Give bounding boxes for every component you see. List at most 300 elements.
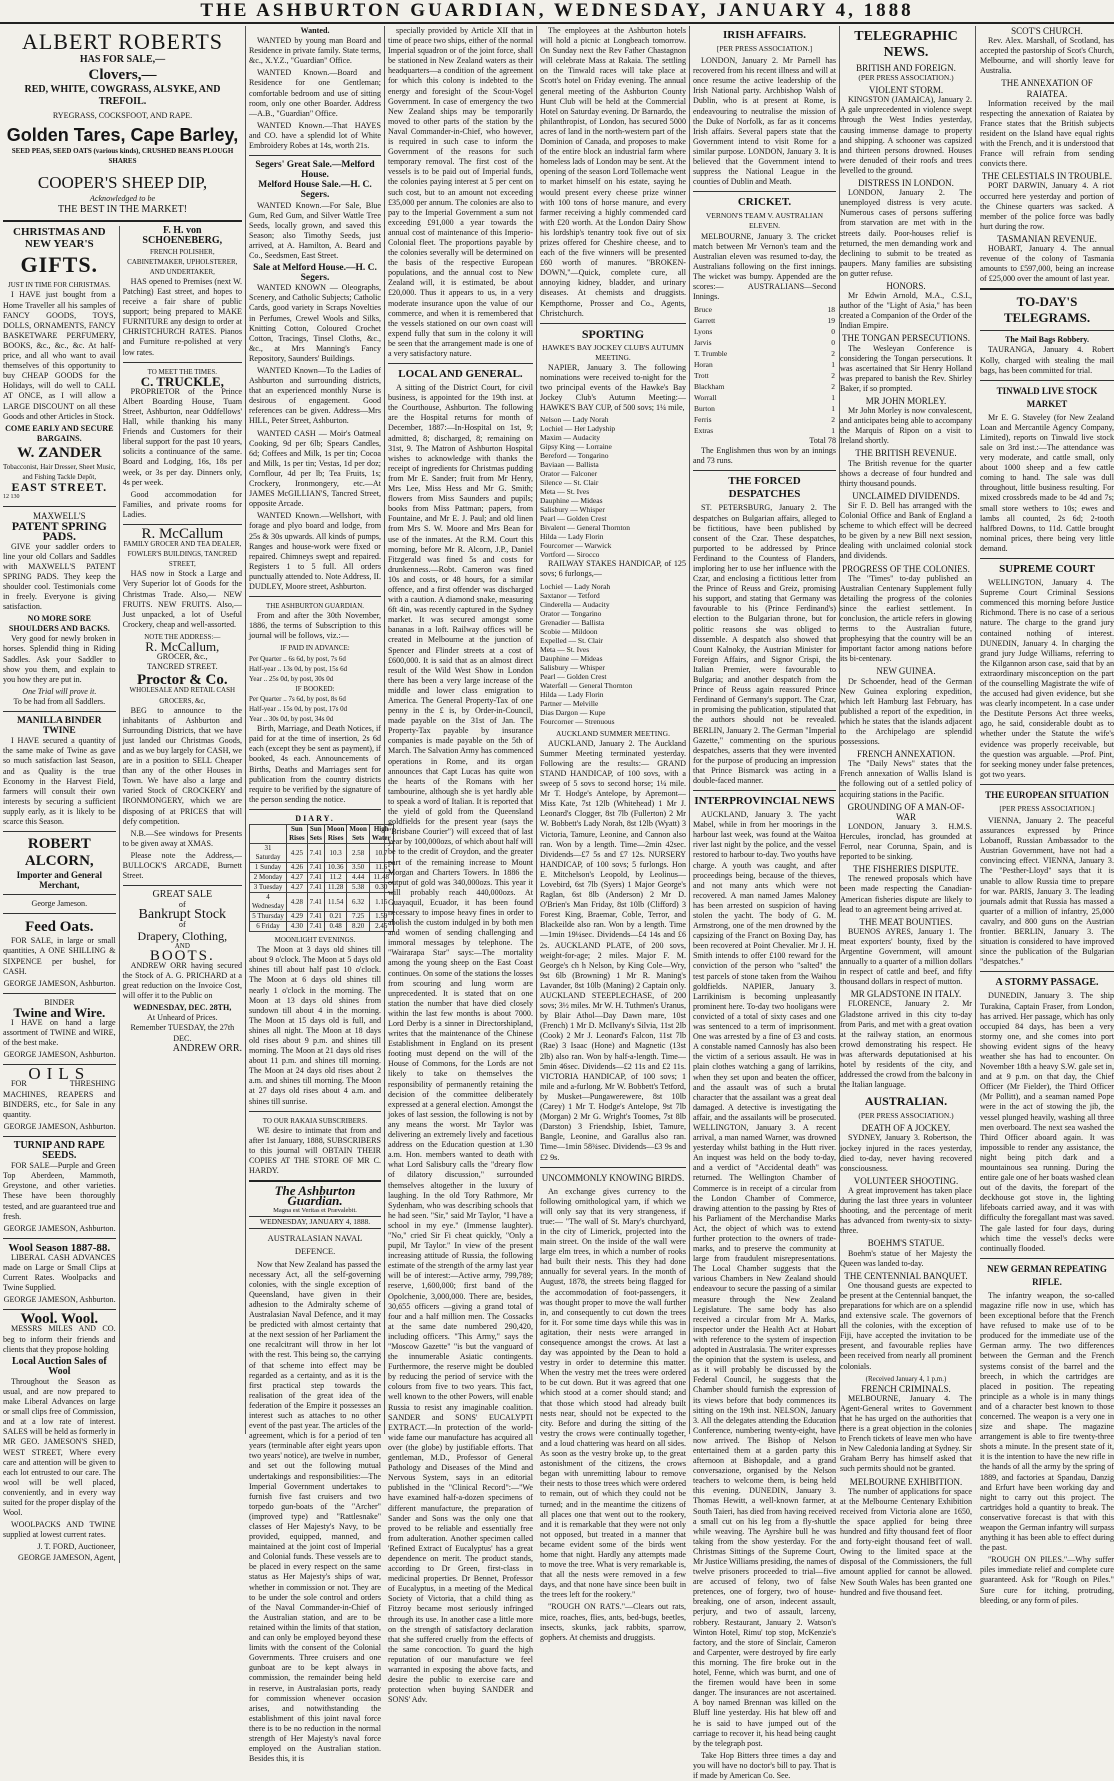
cricket-score-row: [693, 381, 836, 392]
diary-cell: 10.36: [324, 863, 347, 873]
cricket-player: Garrett: [694, 316, 716, 326]
raiatea-head: THE ANNEXATION OF RAIATEA.: [1001, 78, 1093, 99]
subs-paid: IF PAID IN ADVANCE:: [280, 644, 350, 653]
column-2-wanted: [246, 26, 391, 1764]
diary-cell: 0.30: [369, 883, 393, 893]
aus-head: AUSTRALIAN.: [864, 1094, 948, 1109]
subs-head: THE ASHBURTON GUARDIAN.: [265, 602, 365, 611]
sporting-head: SPORTING: [581, 326, 645, 341]
ad-seed-list: SEED PEAS, SEED OATS (various kinds), CRUSHED BEANS PLOUGH SHARES: [11, 147, 234, 166]
grounding-head: GROUNDING OF A MAN-OF-WAR: [847, 801, 965, 822]
divider: [3, 913, 116, 914]
ad-zander-street: EAST STREET.: [11, 480, 108, 495]
ad-schoeneberg-sub: FRENCH POLISHER, CABINETMAKER, UPHOLSTERER, AND UNDERTAKER,: [127, 247, 238, 276]
ad-xmas-sub: JUST IN TIME FOR CHRISTMAS.: [7, 281, 111, 290]
divider: [980, 330, 1114, 331]
french-head: FRENCH ANNEXATION.: [856, 749, 955, 760]
diary-cell: 4.26: [287, 863, 308, 873]
cricket-player: Jarvis: [694, 338, 712, 348]
subs-booked: IF BOOKED:: [295, 684, 335, 693]
ad-wool-sign: GEORGE JAMESON, Ashburton.: [3, 1295, 116, 1305]
ad-clovers-list: RED, WHITE, COWGRASS, ALSYKE, AND TREFOIL.: [24, 84, 221, 107]
ad-bankrupt-stock: Bankrupt Stock: [138, 907, 227, 923]
interp-head: INTERPROVINCIAL NEWS: [694, 795, 835, 808]
guardian-motto: Magna est Veritas et Prævalebit.: [273, 1207, 357, 1215]
diary-cell: 10.7: [369, 844, 393, 863]
fcrim-body: MELBOURNE, January 4. The Agent-General writes to Government that he has urged on the authorities that there is a great objection in the colonies to French tickets of leave men who have in New Caledonia landing at Sydney. Sir Graham Berry has himself asked that such permits should not be granted.: [840, 1393, 972, 1474]
diary-cell: 7.41: [307, 912, 324, 922]
revenue-head: THE BRITISH REVENUE.: [855, 448, 957, 459]
celest-head: THE CELESTIALS IN TROUBLE.: [981, 171, 1113, 182]
column-6-telegraphic: [840, 26, 1114, 1605]
divider: [693, 191, 836, 192]
guardian-title: The Ashburton Guardian.: [274, 1183, 356, 1209]
masthead: THE ASHBURTON GUARDIAN, WEDNESDAY, JANUARY 4, 1888: [0, 0, 1114, 24]
wanted-top: Wanted.: [300, 26, 330, 35]
cricket-score-row: [693, 315, 836, 326]
naval-body: Now that New Zealand has passed the necessary Act, all the self-governing colonies, with the single exception of Queensland, have given in their adhesion to the Admiralty scheme of Australasian Naval Defence, and it may be predicted with almost certainty that at the next session of her Parliament the one recalcitrant will throw in her lot with the rest. This being so, the carrying of that scheme into effect may be regarded as a certainty, and as it is the first practical step towards the realisation of the great idea of the federation of the Empire it possesses an interest such as attaches to no other event of the past year. The articles of the agreement, which is for a period of ten years (terminable after eight years upon two years' notice), are twelve in number, and set out the following mutual undertakings and responsibilities:—The Imperial Government undertakes to furnish five fast cruisers and two torpedo gun-boats of the "Archer" (improved type) and "Rattlesnake" classes of Her Majesty's Navy, to be provided, equipped, manned, and maintained at the joint cost of Imperial and Colonial funds. These vessels are to be placed in every respect on the same status as Her Majesty's ships of war, whether in commission or not. They are to be under the sole control and orders of the Naval Commander-in-Chief of the Australian station, and are to be retained within the limits of that station, and can only be employed beyond these limits with the consent of the Colonial Governments. Three cruisers and one gunboat are to be kept always in commission, the remainder being held in reserve, in Australasian ports, ready for commission whenever occasion arises, and notwithstanding the establishment of this joint naval force there is to be no reduction in the normal strength of Her Majesty's naval force employed on the Australian station. Besides this, it is: [249, 1259, 381, 1764]
segers-2: Sale at Melford House.—H. C. Segers.: [253, 263, 377, 284]
cricket-player: Worrall: [694, 393, 717, 403]
cricket-runs: 2: [831, 349, 835, 359]
cricket-score-row: [693, 326, 836, 337]
ad-turnip-title: TURNIP AND RAPE SEEDS.: [13, 1139, 105, 1162]
ad-maxwell-a: MAXWELL'S: [32, 511, 86, 522]
ad-truckle-name: C. TRUCKLE,: [140, 373, 224, 389]
divider: [249, 596, 381, 597]
cricket-runs: 2: [831, 371, 835, 381]
ad-proctor-name: Proctor & Co.: [136, 672, 228, 689]
jockey-body: SYDNEY, January 3. Robertson, the jockey injured in the races yesterday, died to-day, never having recovered consciousness.: [840, 1133, 972, 1173]
diary-cell: 1.15: [369, 893, 393, 912]
divider: [3, 894, 116, 895]
ad-coopers-dip: COOPER'S SHEEP DIP,: [37, 173, 208, 193]
divider: [980, 380, 1114, 381]
cricket-runs: 1: [831, 360, 835, 370]
tas-body: HOBART, January 4. The annual revenue of the colony of Tasmania amounts to £597,000, being an increase of £25,000 over the amount of last year.: [980, 243, 1114, 284]
auckland-body: AUCKLAND, January 2. The Auckland Summer Meeting terminated yesterday. Following are the results:— GRAND STAND HANDICAP, of 100 sovs, with a sweep of 5 sovs to second horse; 1¼ mile. Mr T. Hodge's Antelope, by Apremont—Miss Kate, 7st 12lb (Whitehead) 1 Mr J. Leonard's Clogger, 8st 7lb (Fullerton) 2 Mr W. Bobbett's Lady Norah, 8st 12lb (Wyatt) 3 Victoria, Tamure, Leonine, and Cannon also ran. Won by a length. Time—2min 42sec. Dividends—£7 5s and £7 12s. NURSERY HANDICAP, of 100 sovs; 5 furlongs. Hon E. Mitchelson's Leopold, by Leolinus—Lovebird, 6st 7lb (Syers) 1 Major George's Raglan, 6st 8lb (Anderson) 2 Mr D. O'Brien's Man Friday, 8st 10lb (Clifford) 3 Forest King, Braemar, Coble, Terror, and Blackeilde also ran. Won by a length. Time—1min 19¼sec. Dividends—£4 14s and £6 2s. AUCKLAND PLATE, of 200 sovs, weight-for-age; 2 miles. Major F. M. George's ch h Nelson, by King Cole—Wry, 9st 6lb (Browning) 1 Mr R. Maning's Lavander, 8st 10lb (Maning) 2 Captain only. AUCKLAND STEEPLECHASE, of 200 sovs; 3½ miles. Mr W. H. Tuthmen's Uranus, by Blair Athol—Day Dawn mare, 10st (French) 1 Mr D. McIlvany's Silvia, 11st 2lb (Cook) 2 Mr J. Leonard's Falcon, 11st 7lb (Rae) 3 Isaac (Hone) and Magnetic (13st 2lb) also ran. Won by half-a-length. Time—5min 46sec. Dividends—£2 11s and £2 11s. VICTORIA HANDICAP, of 100 sovs; 1 mile and a-furlong. Mr W. Bobbett's Tetford, by Musket—Pungawerewere, 8st 10lb (Carey) 1 Mr T. Hodge's Antelope, 9st 7lb (Morgan) 2 Mr G. Wright's Toomes, 7st 8lb (Darston) 3 Friendship, Isbiet, Tamure, Bangle, Leonine, and Garallus also ran. Time—1min 58¾sec. Dividends—£3 9s and £2 9s.: [540, 738, 686, 1162]
wanted-5: WANTED KNOWN — Oleographs, Scenery, and Catholic Subjects; Catholic Cards, good variety in Scraps Novelties in Perfumes, Crewel Wools and Silks, Knitting Cotton, Coloured Crochet Cotton, Tracings, Tinsel Cloths, &c., &c., at Mrs Manning's Fancy Repository, Saunders' Buildings.: [249, 283, 381, 363]
ad-proctor-addr: Please note the Address,— BULLOCK'S ARCADE, Burnett Street.: [122, 850, 242, 881]
diary-cell: 11.6: [369, 863, 393, 873]
ad-maxwell-body: GIVE your saddler orders to line your old Collars and Saddles with MAXWELL'S PATENT SPRING PADS. They keep the shoulder cool. Testimonials come in freely. Everyone is giving satisfaction.: [3, 541, 116, 612]
vol-head: VOLUNTEER SHOOTING.: [853, 1175, 959, 1186]
diary-cell: 7.41: [307, 922, 324, 932]
ad-dip-best: THE BEST IN THE MARKET!: [57, 204, 188, 216]
segers-sub: Melford House Sale.—H. C. Segers.: [258, 180, 372, 201]
diary-row: [250, 922, 394, 932]
divider: [123, 362, 242, 363]
naval-cont: specially provided by Article XII that in time of peace two ships, either of the normal Imperial squadron or of the joint force, shall be stationed in New Zealand waters as their headquarters—a condition of the agreement for which this colony is indebted to the energy and foresight of the Scout-Vogel Government. In case of emergency the two New Zealand ships may be temporarily moved to other parts of the station by the Naval Commander-in-Chief, who however, is required in such case to inform the Government of the reasons for such temporary removal. The first cost of the vessels is to be paid out of Imperial funds, the colonies paying interest at 5 per cent on such cost, but to an amount not exceeding £35,000 per annum. The colonies are also to pay to the Imperial Government a sum not exceeding £91,000 a year towards the annual cost of maintenance of this Imperio-Colonial fleet. The proportions payable by the colonies severally will be determined on the basis of the respective European populations, and the annual cost to New Zealand will, it is estimated, be about £20,000. Thus it appears to us, in a very moderate insurance upon the value of our commerce, and when it is remembered that the vessels stationed on our own coast will expend fully that sum in the colony it will be seen that the arrangement made is one of a very satisfactory nature.: [388, 26, 533, 358]
diary-cell: 3.50: [347, 863, 370, 873]
ad-oils-title: OILS: [28, 1064, 91, 1084]
subs-body: From and after the 30th November, 1886, the terms of Subscription to this journal will be follows, viz.:—: [249, 611, 381, 641]
cricket-score-row: [693, 403, 836, 414]
cricket-runs: 18: [827, 305, 835, 315]
diary-header-cell: Sun Sets: [307, 825, 324, 844]
ad-has-for-sale: HAS FOR SALE,—: [79, 54, 166, 65]
divider: [980, 784, 1114, 785]
cricket-player: Trott: [694, 371, 709, 381]
birds-head: UNCOMMONLY KNOWING BIRDS.: [541, 1172, 685, 1183]
subs-rate-2: Half-year .. 13s 0d, by post, 15s 6d: [249, 664, 348, 673]
diary-table: [249, 824, 394, 932]
col5-top: The employees at the Ashburton hotels will hold a picnic at Longbeach tomorrow. On Sunday next the Rev Father Chastagnon will celebrate Mass at Rakaia. The settling on the Tinwald races will take place at Scott's hotel on Friday evening. The annual general meeting of the Ashburton County Hunt Club will be held at the Commercial Hotel on Saturday evening. Dr Barnardo, the philanthropist, of London, has secured 5000 acres of land in the north-western part of the Dominion of Canada, and proposes to make of the entire block an industrial farm where homeless lads of London may be sent. At the opening of the season Lord Tollemache went to market himself on his estate, saying he would present every cheese prize winner with 100 tons of horse manure, and every farmer receiving a highly commended card with £20 worth. At the London Dairy Show his lordship's tenantry took five out of six prizes offered for Cheshire cheese, and to each of the five winners will be presented £60 worth of manures. "BROKEN-DOWN,"—Quick, complete cure, all annoying kidney, bladder, and urinary diseases. At chemists and druggists. Kempthorne, Prosser and Co., Agents, Christchurch.: [540, 26, 686, 318]
ad-jameson-name: George Jameson.: [31, 899, 88, 909]
column-1-advertisements: [0, 26, 246, 1562]
column-3-leader: [385, 26, 537, 1705]
diary-cell: 5 Thursday: [250, 912, 287, 922]
ad-binder-title: Twine and Wire.: [13, 1004, 106, 1020]
ad-dip-sub: Acknowledged to be: [89, 194, 156, 204]
mail-body: TAURANGA, January 4. Robert Kolly, charged with stealing the mail bags, has been committed for trial.: [980, 345, 1114, 375]
diary-header-cell: Moon Rises: [324, 825, 347, 844]
diary-cell: 1.59: [369, 912, 393, 922]
divider: [980, 288, 1114, 290]
stormy-head: A STORMY PASSAGE.: [995, 977, 1099, 989]
ad-wool2-packs: WOOLPACKS AND TWINE supplied at lowest current rates.: [3, 1520, 116, 1540]
irish-body: LONDON, January 2. Mr Parnell has recovered from his recent illness and will at once resume the active leadership of the Irish National party. Archbishop Walsh of Dublin, who is at present at Rome, is endeavouring to neutralise the mission of the Duke of Norfolk, as far as it concerns Irish affairs. Several papers state that the Government intend to visit Rome for a similar purpose. LONDON, January 3. It is believed that the Government intend to suppress the National League in the counties of Dublin and Meath.: [693, 56, 836, 187]
rifle-body: The infantry weapon, the so-called magazine rifle now in use, which has been exceptional before that the French have refused to make use of to be produced for the immediate use of the German army. The two differences between the German and the French systems consist of the barrel and the breech, in which the cartridges are placed in position. The repeating principle as a whole is in many things and of a character best known to those concerned. The weapon is a very one in size and shape. The magazine arrangement is able to fire twenty-three shots a minute. In the present state of it, it is the intention to have the new rifle in the hands of all the army by the spring of 1889, and factories at Spandau, Danzig and Erfurt have been working day and night to carry out this project. The cartridges hold a quantity to break. The conservative forecast is that with this weapon the German infantry will surpass anything it has been able to effect during the past.: [980, 1290, 1114, 1553]
forced-body: ST. PETERSBURG, January 2. The despatches on Bulgarian affairs, alleged to be fictitious, have been published by consent of the Czar. These despatches, purported to be addressed by Prince Ferdinand to the Countess of Flanders, imploring her to use her influence with the Czar, and enclosing a fictitious letter from the Prince of Reuss and Greiz, promising his support, and stating that Germany was favourable to his (Prince Ferdinand's) election to the Bulgarian throne, but for politic reasons she was obliged to dissemble. A despatch also showed that Count Kalnoky, the Austrian Minister for Foreign Affairs, and Signor Crispi, the Italian Premier, were favourable to Bulgaria; and another despatch from the Prince of Reuss again reassured Prince Ferdinand of Germany's support. The Czar, in promising the publication, stipulated that the authors should not be revealed. BERLIN, January 2. The German "Imperial Gazette," commenting on the spurious despatches, asserts that they were invented for the purpose of producing an impression that Prince Bismarck was acting in a double-faced manner.: [693, 503, 836, 785]
divider: [123, 885, 242, 886]
ad-ryegrass: RYEGRASS, COCKSFOOT, AND RAPE.: [52, 111, 193, 120]
subs-rate-4: Per Quarter .. 7s 6d, by post, 8s 6d: [249, 694, 346, 703]
scots-body: Rev. Alex. Marshall, of Scotland, has accepted the pastorship of Scot's Church, Melbourne, and will shortly leave for Australia.: [980, 36, 1114, 76]
guinea-head: NEW GUINEA.: [876, 666, 936, 677]
divider: [693, 790, 836, 791]
rough-on-piles: "ROUGH ON PILES."—Why suffer piles immediate relief and complete cure guaranteed. Ask for "Rough on Piles." Sure cure for itching, protruding, bleeding, or any form of piles.: [980, 1555, 1114, 1605]
hawkes-head: HAWKE'S BAY JOCKEY CLUB'S AUTUMN MEETING.: [542, 342, 684, 362]
diary-title: DIARY.: [295, 813, 335, 823]
diary-row: [250, 883, 394, 893]
ad-wool-title: Wool Season 1887-88.: [8, 1241, 111, 1254]
segers-title: Segers' Great Sale.—Melford House.: [255, 160, 375, 181]
hawkes-intro: NAPIER, January 3. The following nominations were received to-night for the two principal events of the Hawke's Bay Jockey Club's Autumn Meeting:— HAWKE'S BAY CUP, of 500 sovs; 1¼ mile,: [540, 362, 686, 413]
column-4-sporting: [537, 26, 690, 1642]
ad-zander-name: W. ZANDER: [17, 444, 102, 461]
diary-cell: 5.38: [347, 883, 370, 893]
cricket-total-label: Total: [809, 436, 828, 446]
divider: [3, 1136, 116, 1137]
diary-cell: 7.41: [307, 883, 324, 893]
divider: [249, 155, 381, 156]
cricket-body: MELBOURNE, January 3. The cricket match between Mr Vernon's team and the Australian eleven was resumed to-day, the Australians following on the first innings. The wicket was bumpy. Appended are the scores:— AUSTRALIANS—Second Innings.: [693, 231, 836, 302]
ad-maxwell-b: PATENT SPRING PADS.: [11, 519, 107, 544]
cricket-player: Ferris: [694, 415, 712, 425]
ad-mccallum-st: TANCRED STREET.: [146, 662, 218, 672]
diary-cell: 4.44: [347, 873, 370, 883]
honors-head: HONORS.: [886, 280, 926, 291]
ad-great-sale: GREAT SALE: [152, 889, 213, 901]
vol-body: A great improvement has taken place during the last three years in volunteer shooting, and the percentage of merit has advanced from twenty-six to sixty-three.: [840, 1185, 972, 1236]
divider: [980, 971, 1114, 972]
ad-schoeneberg-body: HAS opened to Premises (next W. Patching) East street, and hopes to receive a fair share of public support; being prepared to MAKE FURNITURE any design to order at CHRISTCHURCH RATES. Pianos and Furniture re-polished at very low rates.: [122, 276, 242, 357]
diary-cell: 11.54: [324, 893, 347, 912]
tongan-body: The Wesleyan Conference is considering the Tongan persecutions. It was ascertained that Sir Henry Holland was prepared to banish the Rev. Shirley Baker, if so prompted.: [840, 343, 972, 393]
mexh-body: The number of applications for space at the Melbourne Centenary Exhibition received from Victoria alone are 1650, the space applied for being three hundred and fifty thousand feet of floor and forty-eight thousand feet of wall. Owing to the limited space at the disposal of the Commissioners, the full amount applied for cannot be allowed. New South Wales has been granted one hundred and five thousand feet.: [840, 1486, 972, 1597]
ad-albert-roberts-name: ALBERT ROBERTS: [21, 29, 224, 54]
ad-mccallum-grocer: GROCER, &c.,: [156, 652, 208, 662]
progress-head: PROGRESS OF THE COLONIES.: [842, 563, 970, 574]
fish-body: The renewed proposals which have been made respecting the Canadian-American fisheries dispute are likely to lead to an agreement being arrived at.: [840, 874, 972, 914]
diary-cell: 4.25: [287, 844, 308, 863]
diary-cell: 4.30: [287, 922, 308, 932]
divider: [540, 1167, 686, 1168]
hawkes-list-2: Lochiel — Lady Norah Saxtanor — Tetford Cinderella — Audacity Orator — Tongarino Grenadier — Ballista Scobie — Mildoon Expelled — St. Clair Meta — St. Ives Dauphine — Mideas Salisbury — Whisper Pearl — Golden Crest Waterfall — General Thornton Hilda — Lady Florin Partner — Melville Dias Dargon — Kupe Fourcorner — Strenuous: [540, 581, 633, 726]
cricket-runs: 19: [827, 316, 835, 326]
unclaimed-body: Sir F. D. Bell has arranged with the Colonial Office and Bank of England a scheme to which effect will be decreed to be given by a new Bill next session, dealing with unclaimed colonial stock and dividends.: [840, 500, 972, 561]
revenue-body: The British revenue for the quarter shows a decrease of four hundred and thirty thousand pounds.: [840, 458, 972, 488]
morley-head: MR JOHN MORLEY.: [865, 396, 947, 406]
euro-body: VIENNA, January 2. The peaceful assurances expressed by Prince Lobanoff, Russian Ambassador to the Austrian Government, have not had a convincing effect. VIENNA, January 3. The "Pesther-Lloyd" says that it is unable to allow Russia time to prepare for war. PARIS, January 3. The leading journals admit that Russia has massed a quarter of a million of infantry, 25,000 cavalry, and 800 guns on the Austrian frontier. BERLIN, January 3. The situation is considered to have improved since the publication of the Bulgarian "despatches.": [980, 816, 1114, 967]
tongan-head: THE TONGAN PERSECUTIONS.: [842, 333, 970, 344]
divider: [980, 558, 1114, 559]
divider: [249, 1180, 381, 1182]
diary-cell: 4.29: [287, 912, 308, 922]
ad-oils-sign: GEORGE JAMESON, Ashburton.: [3, 1121, 116, 1131]
supreme-body: WELLINGTON, January 4. The Supreme Court Criminal Sessions commenced this morning before Justice Richmond. There is no case of a serious nature. The charge to the grand jury contained nothing of interest. DUNEDIN, January 4. In charging the grand jury Judge Williams, referring to the Kilgannon arson case, said that by an extraordinary misconception on the part of the counselling Magistrate the wife of the accused had given evidence, but she was clearly incompetent. In a case under the Destitute Persons Act three weeks, ago, he said, considerable doubt as to whether under the Statute the wife's evidence was properly receivable, but the question was arguable. —Prof. Pint, for seeking money under false pretences, got two years.: [980, 578, 1114, 779]
column-6-right: [976, 26, 1114, 1605]
divider: [3, 711, 116, 712]
interp-body: AUCKLAND, January 3. The yacht Mabel, while in from her moorings in the harbour last week, was found at the Waitoa river last night by the police, and the vessel restored to harbour to-day. Two youths have charge. A youth was caught, and after proceedings being, because of the thieves, and not many ants which were not recovered. A man named James Maloney has been arrested on suspicion of having stolen the yacht. The body of G. M. Armstrong, one of the men drowned by the capsizing of the Franct on Boxing Day, has been recovered at Point Chevalier. Mr J. H. Smith intends to offer £100 reward for the conviction of the person who "salted" the test parcels of stone taken from the Waihou goldfields. NAPIER, January 3. Larrikinism is becoming unpleasantly prominent here. To-day two hooligans were convicted of a total of sixty cases and one was sentenced to a term of imprisonment. One was arrested by a fine of £3 and costs. A constable named Cannosly has also been the victim of a serious assault. He was in plain clothes watching a gang of larrikins, when they set upon and beaten the officer, and the assault was of such a brutal character that the assailant was a great deal damaged. A detective is investigating the affair, and the assailants will be prosecuted. WELLINGTON, January 3. A recent arrival, a man named Warner, was drowned yesterday whilst bathing in the Hutt river. An inquest was held on the body to-day, and a verdict of "Accidental death" was returned. The Wellington Chamber of Commerce is in receipt of a circular from the London Chamber of Commerce, drawing attention to the passing by Rtes of his Parliament of the Merchandise Marks Act, the object of which was to extend further protection to the owners of trade-marks, and to preserve the community at large from fraudulent misrepresentations. The Local Chamber suggests that the various Chambers in New Zealand should endeavour to secure the passing of a similar measure through the New Zealand Legislature. The same body has also received a circular from Mr A. Marks, inspector under the Health Act at Hobart with reference to the system of inspection adopted in Australasia. The writer expresses the opinion that the system is useless, and as it will probably be discussed by the Federal Council, he suggests that the Chamber should furnish the expression of its views before that body commences its sitting on the 19th inst. NELSON, January 3. All the delegates attending the Education Conference, numbering twenty-eight, have now arrived. The Bishop of Nelson entertained them at a garden party this afternoon at Bishopdale, and a grand conversazione, organised by the Nelson teachers to welcome them, is being held this evening. DUNEDIN, January 3. Thomas Hewitt, a well-known farmer, at South Taieri, has died from having received a small cut on his leg from a fly-shuttle while weaving. The Ayrshire bull he was taking from the show yesterday. For the Christmas Sittings of the Supreme Court, Mr Justice Williams presiding, the names of twelve prisoners proceeded to trial—five are accused of felony, two of false pretences, one of forgery, two of house-breaking, one of arson, indecent assault, perjury, and two of assault, larceny, robbery. Restaurant, January 2. Watson's Winton Hotel, Rimu' top stop, McKenzie's factory, and the store of Sinclair, Cameron and Carpenter, were destroyed by fire early this morning. The fire broke out in the hotel, Fenne, which was burnt, and one of the firemen would have been in some danger. The insurances are not ascertained. A boy named Brennan was killed on the Bluff line yesterday. His hat blew off and he is said to have jumped out of the carriage to recover it, his head being caught by the telegraph post.: [693, 810, 836, 1748]
cricket-score-row: [693, 304, 836, 315]
diary-cell: 0.21: [324, 912, 347, 922]
auckland-head: AUCKLAND SUMMER MEETING.: [556, 728, 670, 738]
cricket-scores: [693, 304, 836, 436]
diary-cell: 3 Tuesday: [250, 883, 287, 893]
ad-maxwell-no: NO MORE SORE SHOULDERS AND BACKS.: [8, 614, 110, 634]
local-head: LOCAL AND GENERAL.: [398, 368, 523, 381]
column-1-right: [120, 226, 242, 1562]
scots-head: SCOT'S CHURCH.: [1011, 26, 1083, 36]
wanted-2: WANTED Known.—Board and Residence for one Gentleman; comfortable bedroom and use of sitting room, only one other Boarder. Address—A.B., "Guardian" Office.: [249, 68, 381, 118]
forced-head: THE FORCED DESPATCHES: [728, 475, 801, 501]
ad-boots: BOOTS.: [149, 947, 215, 964]
tel-assoc: (PER PRESS ASSOCIATION.): [858, 73, 954, 83]
divider: [3, 1238, 116, 1239]
ad-wool2-body: MESSRS MILES AND CO. beg to inform their friends and clients that they propose holding: [3, 1324, 116, 1354]
diary-cell: 4.28: [287, 893, 308, 912]
ad-alcorn-name: ROBERT ALCORN,: [24, 836, 94, 870]
diary-header-cell: High Water: [369, 825, 393, 844]
rifle-head: NEW GERMAN REPEATING RIFLE.: [987, 1263, 1107, 1287]
storm-head: VIOLENT STORM.: [868, 85, 944, 96]
gladstone-body: FLORENCE, January 2. Mr Gladstone arrived in this city to-day from Paris, and met with a great ovation at the railway station, an enormous crowd demonstrating his respect. He was afterwards deputationised at his hotel by residents of the city, and addressed the crowd from the balcony in the Italian language.: [840, 999, 972, 1090]
cricket-score-row: [693, 359, 836, 370]
fish-head: THE FISHERIES DISPUTE.: [853, 864, 959, 875]
unclaimed-head: UNCLAIMED DIVIDENDS.: [852, 490, 960, 501]
tas-head: TASMANIAN REVENUE.: [997, 233, 1097, 244]
morley-body: Mr John Morley is now convalescent, and anticipates being able to accompany the Marquis of Ripon on a visit to Ireland shortly.: [840, 406, 972, 446]
ad-zander-ref: 12 130: [3, 494, 20, 501]
ad-turnip-sign: GEORGE JAMESON, Ashburton.: [3, 1223, 116, 1233]
tel-sub: BRITISH AND FOREIGN.: [856, 63, 956, 73]
ad-great-sale-until: Remember TUESDAY, the 27th DEC.: [130, 1023, 235, 1043]
stormy-body: DUNEDIN, January 3. The ship Turakina, Captain Fraser, from London, has arrived. Her passage, which has only occupied 84 days, has been a very stormy one, and she comes into port showing evident signs of the heavy weather she has had to encounter. On November 18th a heavy S.W. gale set in, and at 9 p.m. on that day, the Chief Officer (Mr Fielder), the Third Officer (Mr Pollitt), and a seaman named Pope were in the act of stowing the jib, the vessel plunged heavily, washing all three men overboard. The next sea washed the Third Officer aboard again. It was impossible to render any assistance, the night being pitch dark and a mountainous sea running. During the entire gale one of her boats washed clean out of the davits, the forepart of the deckhouse got stove in, the lighting lifeboats carried away, and it was with difficulty the foregallant mast was saved. The gale lasted for four days, during which time the vessel's decks were continually flooded.: [980, 991, 1114, 1253]
ad-binder-a: BINDER: [44, 997, 75, 1007]
boehm-body: Boehm's statue of her Majesty the Queen was landed to-day.: [840, 1248, 972, 1268]
cricket-head: CRICKET.: [737, 196, 792, 209]
diary-cell: 7.41: [307, 863, 324, 873]
diary-cell: 6 Friday: [250, 922, 287, 932]
cricket-score-row: [693, 348, 836, 359]
ad-xmas-title: CHRISTMAS AND NEW YEAR'S: [13, 226, 106, 251]
supreme-head: SUPREME COURT: [999, 563, 1095, 576]
ad-great-sale-date: WEDNESDAY, DEC. 28TH,: [133, 1003, 232, 1013]
guardian-date: WEDNESDAY, JANUARY 4, 1888.: [249, 1216, 381, 1228]
tinwald-head: TINWALD LIVE STOCK MARKET: [996, 385, 1098, 409]
ad-binder-body: I HAVE on hand a large assortment of TWINE and WIRE, of the best make.: [3, 1018, 116, 1048]
ad-maxwell-body2: Very good for newly broken in horses. Splendid thing in Riding Saddles. Ask your Saddler to show you them, and explain to you how they are put in.: [3, 634, 116, 684]
diary-cell: 10.3: [324, 844, 347, 863]
ad-oats-title: Feed Oats.: [25, 919, 94, 936]
diary-body: [250, 844, 394, 932]
ad-xmas-come: COME EARLY AND SECURE BARGAINS.: [5, 423, 114, 443]
ad-alcorn-sub: Importer and General Merchant,: [16, 870, 102, 891]
ad-oats-sign: GEORGE JAMESON, Ashburton.: [3, 978, 116, 988]
diary-cell: 7.41: [307, 873, 324, 883]
guinea-body: Dr Schoender, head of the German New Guinea exploring expedition, which left Hamburg last February, has published a report of the expedition, in which he states that the islands adjacent to the Archipelago are splendid possessions.: [840, 676, 972, 747]
cricket-runs: 0: [831, 338, 835, 348]
wanted-8: WANTED Known.—Wellshort, with forage and plyo board and lodge, from 25s & 30s upwards. All kinds of pumps, Ranges and house-work were fixed or repaired. Chimneys swept and repaired. Registers 1 to 5 full. All orders punctually attended to. Note Address, II. DUDLEY, Moore street, Ashburton.: [249, 511, 381, 591]
column-5-news: [690, 26, 840, 1780]
moonlight-head: MOONLIGHT EVENINGS.: [274, 936, 356, 945]
aus-assoc: (PER PRESS ASSOCIATION.): [858, 1111, 954, 1121]
ad-clovers: Clovers,—: [88, 67, 157, 83]
diary-cell: 4.27: [287, 873, 308, 883]
diary-row: [250, 873, 394, 883]
diary-cell: 0.48: [324, 922, 347, 932]
ad-great-sale-of: of: [178, 900, 186, 910]
diary-header-cell: [250, 825, 287, 844]
ad-wool2-sign: J. T. FORD, Auctioneer, GEORGE JAMESON, Agent,: [18, 1542, 116, 1562]
diary-cell: 2 Monday: [250, 873, 287, 883]
fcrim-head: FRENCH CRIMINALS.: [861, 1383, 951, 1394]
divider: [3, 993, 116, 994]
ad-proctor-sub: WHOLESALE AND RETAIL CASH GROCERS, &c,: [129, 686, 236, 705]
diary-row: [250, 863, 394, 873]
celest-body: PORT DARWIN, January 4. A riot occurred here yesterday and portion of the Chinese quarters was sacked. A member of the police force was badly hurt during the row.: [980, 181, 1114, 231]
euro-assoc: [PER PRESS ASSOCIATION.]: [999, 803, 1095, 813]
cricket-rows: [693, 304, 836, 436]
cricket-runs: 1: [831, 393, 835, 403]
distress-head: DISTRESS IN LONDON.: [858, 178, 954, 189]
irish-assoc: [PER PRESS ASSOCIATION.]: [716, 44, 813, 53]
centennial-head: THE CENTENNIAL BANQUET.: [844, 1270, 968, 1281]
diary-cell: 7.41: [307, 844, 324, 863]
divider: [249, 809, 381, 810]
cricket-sub: VERNON'S TEAM V. AUSTRALIAN ELEVEN.: [705, 211, 824, 231]
honors-body: Mr Edwin Arnold, M.A., C.S.I., author of the "Light of Asia," has been created a Companion of the Order of the Indian Empire.: [840, 291, 972, 331]
moonlight-body: The Moon at 3 days old shines till about 9 o'clock. The Moon at 5 days old shines till about half past 10 o'clock. The Moon at 6 days old shines till nearly 1 o'clock in the morning. The Moon at 13 days old shines from sundown till about 4 in the morning. The Moon at 15 days old is full, and shines all night. The Moon at 18 days old rises about 9 p.m. and shines till morning. The Moon at 21 days old rises about 11 p.m. and shines till morning. The Moon at 24 days old rises about 2 a.m. and shines till morning. The Moon at 27 days old rises about 4 a.m. and shines till sunrise.: [249, 945, 381, 1106]
column-1-left: [3, 226, 120, 1562]
ad-proctor-body: BEG to announce to the inhabitants of Ashburton and Surrounding Districts, that we have just landed our Christmas Goods, and as we buy largely for CASH, we are in a position to SELL Cheaper than any of the other Houses in Town. We have also a large and varied Stock of CROCKERY and IRONMONGERY, which we are disposing of at PRICES that will defy competition.: [122, 705, 242, 826]
divider: [3, 220, 242, 222]
wanted-7: WANTED CASH — Moir's Oatmeal Cooking, 9d per 6lb; Spears Candles, 6d; Coffees and Milk, 1s per tin; Cocoa and Milk, 1s per tin; Vestas, 1d per doz; Cornflour, 4d per lb; Tea Fruits, 1s; Crockery, Ironmongery, etc.—At JAMES McGILLIAN'S, Tancred Street, opposite Arcade.: [249, 428, 381, 509]
cricket-runs: 2: [831, 382, 835, 392]
ad-oats-body: FOR SALE, in large or small quantities, A ONE SHILLING & SIXPENCE per bushel, for CASH.: [3, 936, 116, 976]
ad-golden-tares: Golden Tares, Cape Barley,: [6, 125, 239, 146]
cricket-runs: 1: [831, 426, 835, 436]
euro-head: THE EUROPEAN SITUATION: [985, 789, 1109, 800]
cricket-runs: 0: [831, 327, 835, 337]
cricket-total: [693, 436, 836, 446]
ad-mccallum-name2: R. McCallum,: [145, 639, 220, 655]
ad-schoeneberg-name: F. H. von SCHOENEBERG,: [142, 225, 223, 247]
cricket-player: Burton: [694, 404, 715, 414]
divider: [3, 506, 116, 507]
cricket-score-row: [693, 392, 836, 403]
centennial-body: One thousand guests are expected to be present at the Centennial banquet, the preparations for which are on a splendid and extensive scale. The governors of all the colonies, with the exception of Fiji, have accepted the invitation to be present, and favourable replies have been received from nearly all prominent colonials.: [840, 1280, 972, 1371]
ad-great-sale-sign: ANDREW ORR.: [172, 1042, 242, 1054]
diary-cell: 8.20: [347, 922, 370, 932]
cricket-total-value: 78: [827, 436, 836, 446]
cricket-score-row: [693, 337, 836, 348]
storm-body: KINGSTON (JAMAICA), January 2. A gale unprecedented in violence swept through the West Indies yesterday, causing immense damage to property and shipping. A schooner was capsized and thirteen persons drowned. Houses were denuded of their roofs and trees levelled to the ground.: [840, 95, 972, 175]
cricket-runs: 2: [831, 415, 835, 425]
rakaia-head: TO OUR RAKAIA SUBSCRIBERS.: [262, 1116, 368, 1125]
ad-manila-body: I HAVE secured a quantity of the same make of Twine as gave so much satisfaction last Season, and as Quality is the true Economy in the Harvest Field, farmers will consult their own interests by securing a sufficient supply early, as it is likely to be scarce this Season.: [3, 736, 116, 826]
divider: [540, 323, 686, 324]
column-1-split: [3, 226, 242, 1562]
ad-wool-body: LIBERAL CASH ADVANCES made on Large or Small Clips at Current Rates. Woolpacks and Twine Supplied.: [3, 1252, 116, 1293]
local-body: A sitting of the District Court, for civil business, is appointed for the 19th inst. at the Courthouse, Ashburton. The following are the Hospital returns for month of December, 1887:—In-Hospital on 1st, 9; admitted, 8; discharged, 8; remaining on 31st, 9. The Matron of Ashburton Hospital wishes to acknowledge with thanks the receipt of ingredients for Christmas pudding from Mr E. Sander; fruit from Mr Henry, Mrs Lee, Miss Hess and Mr G. Smith; flowers from Miss Saunders and pupils; books from Miss Pattman; papers, from Fountaine, and Mr E. J. Paul; and old linen from Mrs S. W. Moore and Mrs Bean for use of the inmates. At the R.M. Court this morning, before Mr R. Alcorn, J.P., Daniel Fitzgerald was fined 5s and costs for drunkenness.—Robt. Cameron was fined 10s and costs, or 48 hours, for a similar offence, and a first offender was discharged with a caution. A diamond snake, measuring 6ft 4in, was recently captured in the Sydney market. It was secured amongst some bananas in a loft. Railway offices will be created in Melbourne at the junction of Spencer and Flinder streets at a cost of £600,000. It is said that as an almost direct result of the Wild West Show in London there has been a very large increase of the middle and lower class emigration to America. The General Property-Tax of one penny in the £ is, by Order-in-Council, made payable on the 31st of Jan. The Property-Tax payable by insurance companies is made payable on the 5th of March. The Salvation Army has commenced operations in Rome, and its organ announces that Capt Lucas has quite won the hearts of the Romans with her tambourine, although she is yet hardly able to speak a word of Italian. It is reported that the yield of gold from the Queensland goldfields for the present year (says the "Brisbane Courier") will exceed that of last year by 100,000ozs, of which about half will be to the credit of Croydon, and the greater part of the remaining increase to Mount Morgan and Charters Towers. In 1886 the output of gold was 340,000ozs. This year it will probably reach 440,000ozs. At Guayaquil, Ecuador, it has been found necessary to impose heavy fines in order to abolish the custom indulged in by both men and women of sending challenging and immoral messages by telephone. The "Wairarapa Star" says:—The mortality among the young sheep on the East Coast continues. On some of the stations the losses from scouring and lung worm are unprecedented. It is stated that on one station the number that have died closely within the last few months is about 7000. Lord Derby is a sinner in Directorshipland, writes that the maintenance of the Chinese Establishment in England on its present footing must depend on the will of the House of Commons, for the Lords are not likely to take on themselves the responsibility of permanently retaining the decision of the committee deliberately expressed at a general election. Amongst the jokes of last session, the following is not by any means the worst. Mr Taylor was delivering an extremely lively and facetious address on the Education question at 1.30 a.m. Hon. members wanted to death with what Lord Salisbury calls the "dreary flow of dilatory discussion," surrounded themselves altogether in the luxury of laughing. In the old Tory Rathmore, Mr Sydenham, who was describing schools that he had seen. "Sir," said Mr Taylor, "I have a school in my eye." (Immense laughter). "No," cried Sir Fi cheat quickly, "Only a pupil, Mr Taylor." In view of the present increasing attitude of Russia, the following estimate of the strength of the army last year will be of interest:—Active army, 799,789; reserve, 1,600,000; first band of the Opolchenie, 3,000,000. There are, besides, 30,655 officers —giving a grand total of four and a half million men. The Cossacks at the same date numbered 290,420, including officers. "This Army," says the "Moscow Gazette" "is but the vanguard of the innumerable Asiatic contingents. Furthermore, the reserve might be doubled by reducing the period of service with the colours from five to two years. This fact, well known to the other Powers, will enable Russia to resist any imaginable coalition. SANDER and SONS' EUCALYPTI EXTRACT.—In protection of the world-wide fame our manufacture has acquired all over (the globe) by justifiable efforts. That gentleman, M.D., Professor of General Pathology and Diseases of the Mind and Nervous System, says in an editorial published in the "Clinical Record":—"We have examined half-a-dozen specimens of different manufacture, the preparation of Sander and Sons was the only one that proved to be reliable and essentially free from adulteration. Another specimen called 'Refined Extract of Eucalyptus' has a great dependence on merit. The product stands, according to Dr Green, first-class in medicinal properties. Dr Bennet, Professor of Eucalyptus, in a meeting of the Medical Society of Victoria, that a child thing as Fitzroy became most seriously infringed through its use. In another case a little more on the strength of satisfactory declaration that she suffered cruelly from the effects of the same concoction. To guard the high reputation of our manufacture we feel warranted in exposing the above facts, and desire the public to exercise care and protection when buying SANDER and SONS' Adv.: [388, 383, 533, 1705]
distress-body: LONDON, January 2. The unemployed distress is very acute. Numerous cases of persons suffering from starvation are met with in the streets daily. Poor-houses relief is returned, the men demanding work and declining to submit to be treated as paupers. Many families are subsisting on gutter refuse.: [840, 188, 972, 278]
diary-cell: 2.45: [369, 922, 393, 932]
diary-cell: 11.48: [369, 873, 393, 883]
ad-xmas-gifts: GIFTS.: [20, 252, 99, 278]
birds-body: An exchange gives currency to the following ornithological yarn, if which we will only say that its very strangeness, if true:— "The wall of St. Mary's churchyard, in the city of Limerick, projected into the main street. On the inside of the wall were large elm trees, in which a number of rooks had built their nests. This they had done annually for several years. In the month of August, 1878, the streets being flagged for the accommodation of foot-passengers, it was thought proper to move the wall further in, and consequently to cut down the trees for it. For some time days while this was in agitation, their nests were arranged in consequence amongst the crows. At last a day was appointed by the Dean to hold a vestry in order to determine this matter. When the vestry met the trees were ordered to be cut down. But it was agreed that one which stood at a corner should stand; and that those which stood had already built nests near, should not be expected to the city. Before and during the sitting of the vestry the crows were continually together, and a loud chattering was heard on all sides. As soon as the vestry broke up, to the great astonishment of the citizens, the crows began with unremitting labour to remove their nests to those trees which were ordered to remain, out of which they could not be turned; and in the meantime the citizens of all places one that went out to the rookery, and it is remarkable that they were not only not opposed, but treated in a manner that became evident some of the birds went home that night. Hardly any attempts made to move the tree. What is very remarkable is, that all the nests were removed in a few days, and that none have since been built in the trees left for the rookery.": [540, 1186, 686, 1600]
ad-great-sale-of2: of: [178, 920, 186, 930]
diary-cell: 7.25: [347, 912, 370, 922]
ad-turnip-body: FOR SALE—Purple and Green Top Aberdeen, Mammoth, Greystone, and other varieties. These have been thoroughly tested, and are guaranteed true and fresh.: [3, 1161, 116, 1221]
diary-header-cell: Moon Sets: [347, 825, 370, 844]
divider: [3, 1309, 116, 1310]
hop-bitters: Take Hop Bitters three times a day and you will have no doctor's bill to pay. That is if made by American Co. See.: [693, 1750, 836, 1780]
ad-oils-body: FOR THRESHING MACHINES, REAPERS and BINDERS, etc., for Sale in any quantity.: [3, 1079, 116, 1119]
diary-cell: 2.58: [347, 844, 370, 863]
cricket-score-row: [693, 414, 836, 425]
ad-truckle-foot: Good accommodation for Families, and private rooms for Ladies.: [122, 489, 242, 519]
cricket-score-row: [693, 425, 836, 436]
diary-cell: 11.2: [324, 873, 347, 883]
cricket-runs: 1: [831, 404, 835, 414]
ad-xmas-body: I HAVE just bought from a Home Traveller all his samples of FANCY GOODS, TOYS, DOLLS, ORNAMENTS, FANCY BASKETWARE PERFUMERY, BOOKS, &c., &c., &c. At half-price, and all who want to avail themselves of this opportunity to buy CHEAP GOODS for the Holidays, will do well to CALL AT ONCE, as I will allow a LARGE DISCOUNT on all these Goods and other Articles in Stock.: [3, 290, 116, 421]
diary-header-row: [250, 825, 394, 844]
gladstone-head: MR GLADSTONE IN ITALY.: [850, 989, 962, 1000]
diary-row: [250, 912, 394, 922]
ad-maxwell-had: To be had from all Saddlers.: [13, 696, 106, 706]
diary-cell: 6.32: [347, 893, 370, 912]
ad-maxwell-trial: One Trial will prove it.: [22, 686, 97, 696]
today-head: TO-DAY'S TELEGRAMS.: [1003, 294, 1091, 326]
divider: [388, 363, 533, 364]
ad-manila-title: MANILLA BINDER TWINE: [16, 716, 102, 737]
ad-great-sale-and: AND: [174, 941, 190, 950]
cricket-player: Bruce: [694, 305, 712, 315]
jockey-head: DEATH OF A JOCKEY.: [861, 1123, 951, 1134]
divider: [249, 1111, 381, 1112]
ad-great-sale-at: At Unheard of Prices.: [147, 1013, 218, 1023]
cricket-foot: The Englishmen thus won by an innings and 73 runs.: [693, 446, 836, 466]
divider: [123, 524, 242, 525]
diary-cell: 4.27: [287, 883, 308, 893]
irish-head: IRISH AFFAIRS.: [723, 29, 806, 41]
meat-body: BUENOS AYRES, January 1. The meat exporters' bounty, fixed by the Argentine Government, will amount annually to a quarter of a million dollars in respect of cattle and beef, and fifty thousand dollars in respect of mutton.: [840, 926, 972, 987]
divider: [693, 470, 836, 471]
progress-body: The "Times" to-day published an Australian Centenary Supplement fully detailing the progress of the colonies since the earliest settlement. In conclusion, the article refers in glowing terms to the Australian future, prophesying that the country will be an important factor among nations before its bi-centenary.: [840, 573, 972, 664]
